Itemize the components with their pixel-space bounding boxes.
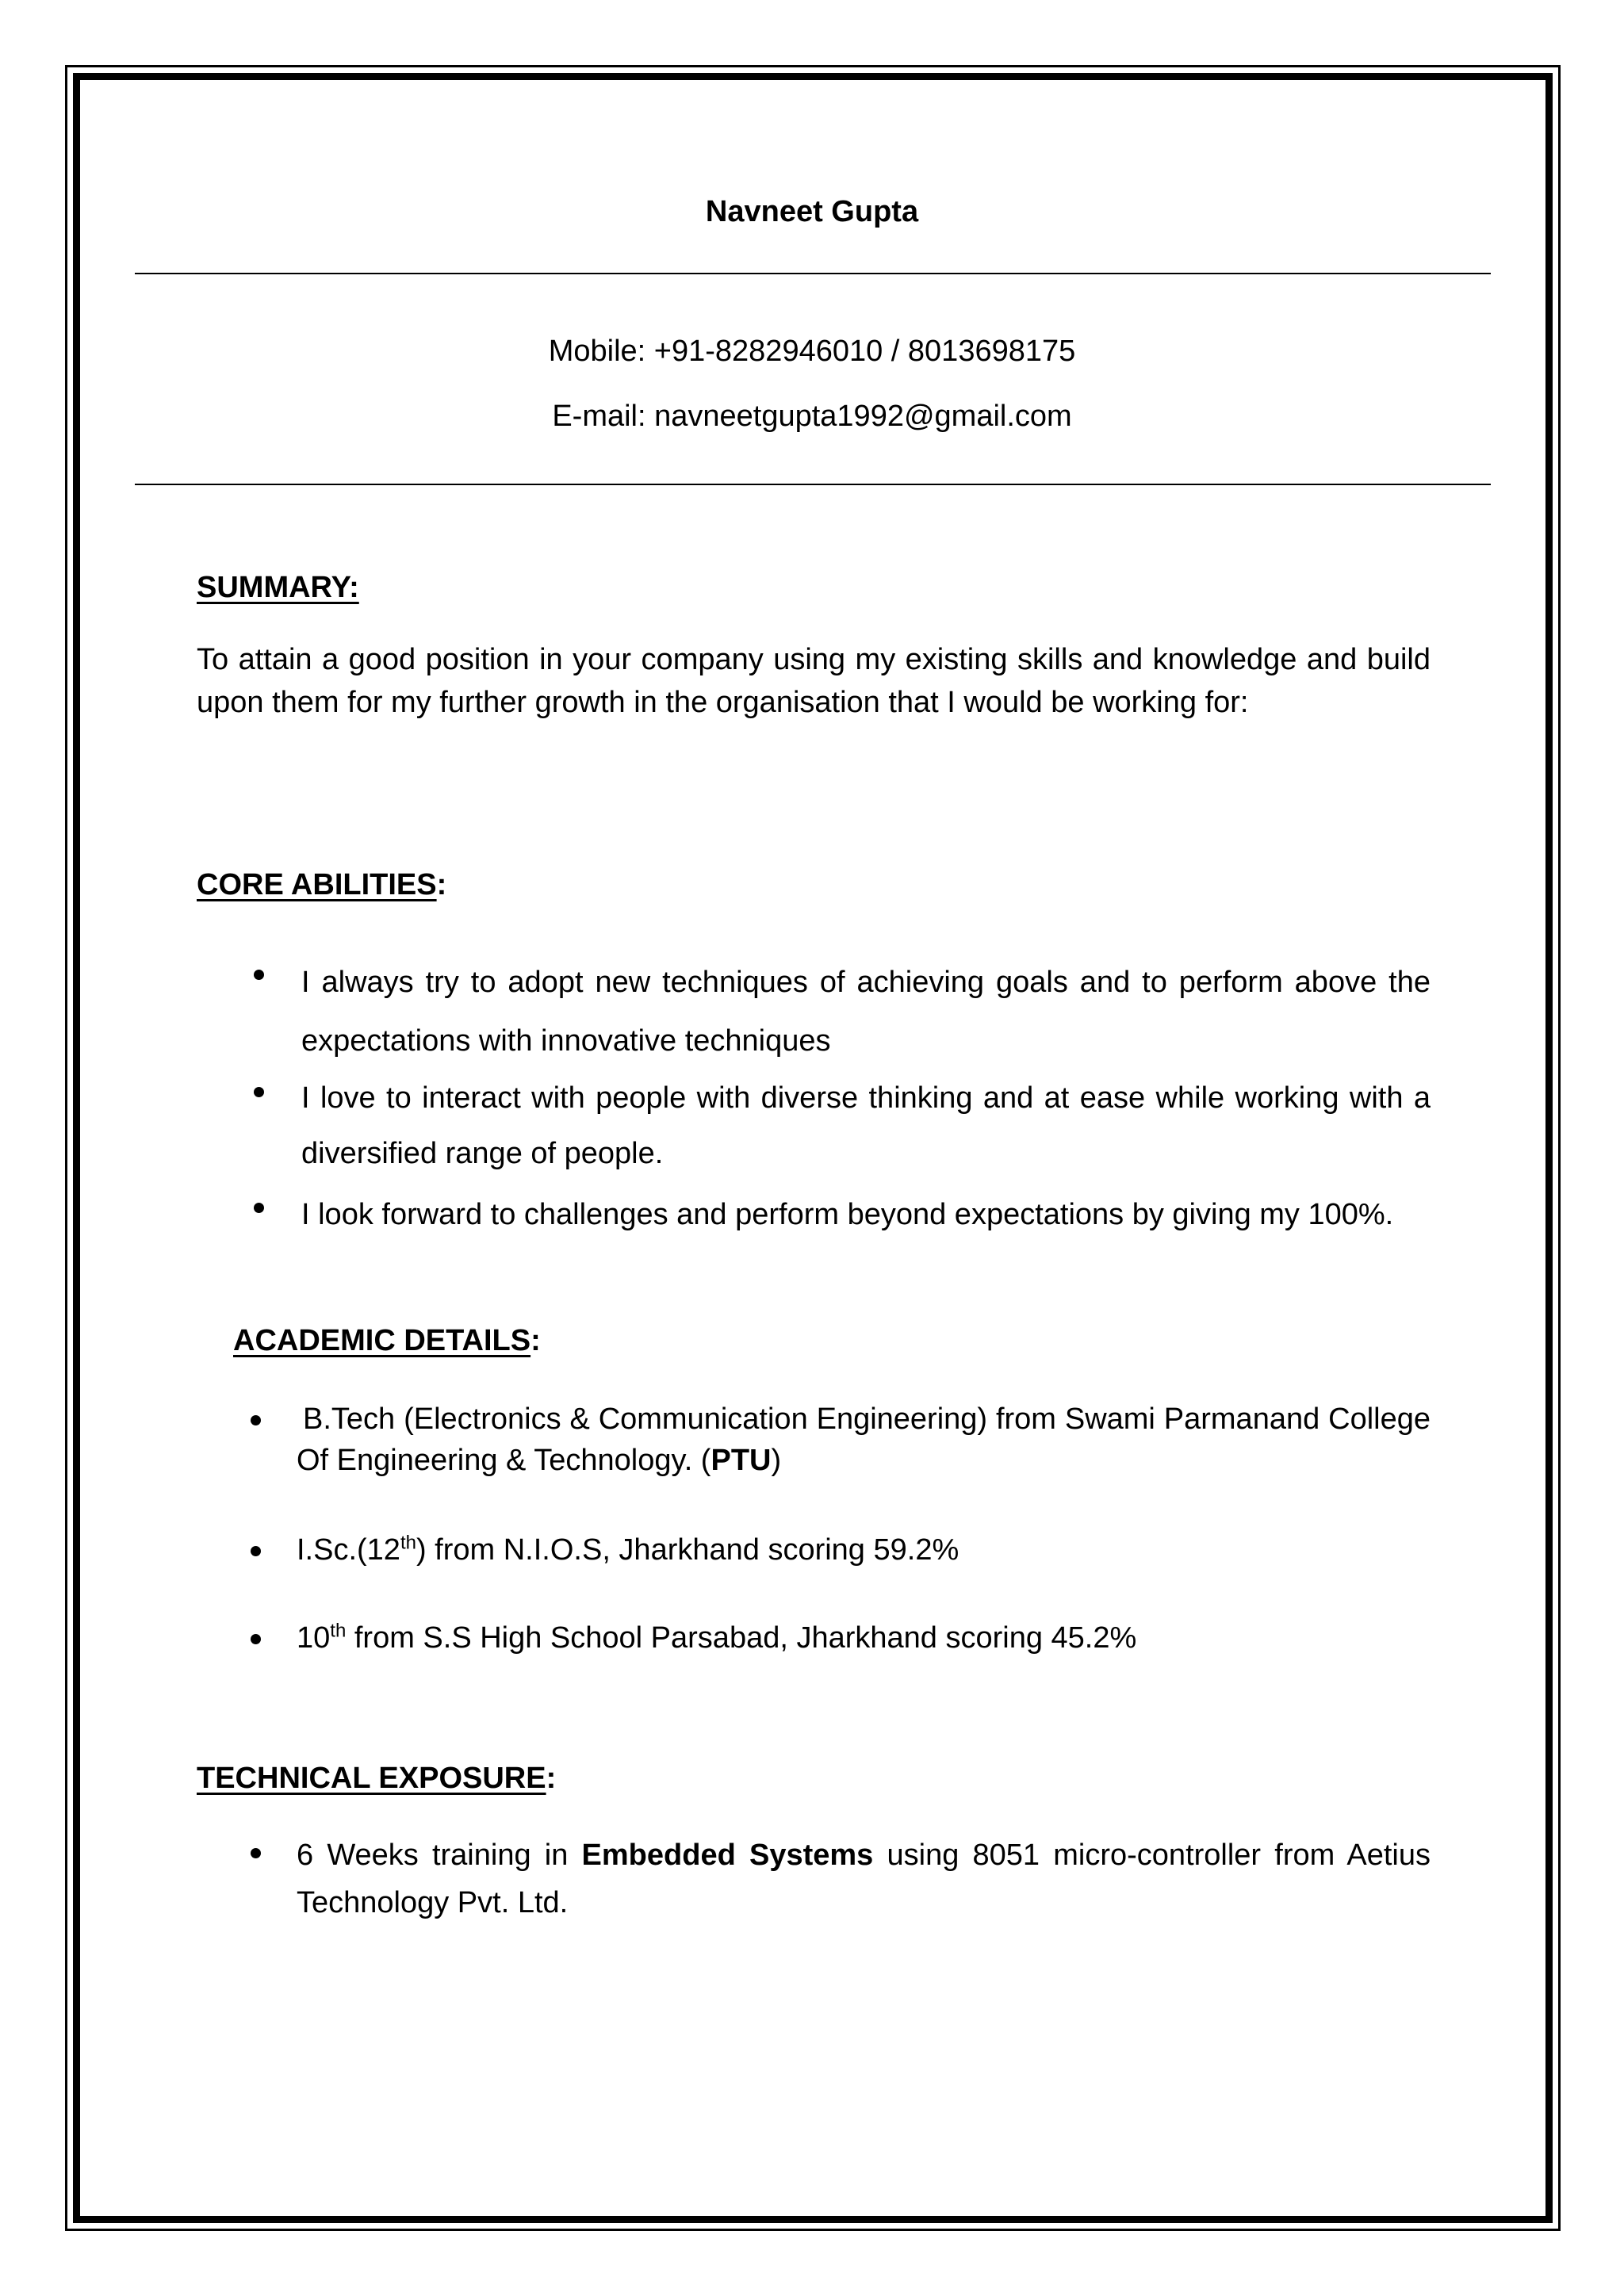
core-ability-item: I love to interact with people with diverse thinking and at ease while working with a diversified range of people. bbox=[301, 1081, 1431, 1170]
core-abilities-heading-text: CORE ABILITIES bbox=[197, 868, 437, 901]
core-abilities-heading bbox=[197, 868, 446, 902]
email-address: E-mail: navneetgupta1992@gmail.com bbox=[552, 400, 1072, 433]
bullet-icon bbox=[251, 1546, 261, 1556]
academic-tenth bbox=[297, 1617, 1431, 1659]
summary-heading-text: SUMMARY: bbox=[197, 571, 359, 604]
core-abilities-heading-colon: : bbox=[436, 868, 447, 901]
btech-close: ) bbox=[771, 1444, 782, 1477]
header-divider-bottom bbox=[135, 484, 1491, 485]
isc-prefix: I.Sc.(12 bbox=[297, 1533, 400, 1567]
btech-text: B.Tech (Electronics & Communication Engineering) from Swami Parmanand College Of Engineering & Technology. ( bbox=[297, 1402, 1431, 1477]
candidate-name: Navneet Gupta bbox=[705, 195, 919, 228]
tenth-sup: th bbox=[330, 1620, 347, 1642]
isc-suffix: ) from N.I.O.S, Jharkhand scoring 59.2% bbox=[416, 1533, 959, 1567]
summary-text: To attain a good position in your company using my existing skills and knowledge and build upon them for my further growth in the organisation that I would be working for: bbox=[197, 643, 1431, 719]
technical-bold: Embedded Systems bbox=[581, 1839, 874, 1872]
technical-heading-colon: : bbox=[546, 1762, 557, 1795]
technical-heading-text: TECHNICAL EXPOSURE bbox=[197, 1762, 546, 1795]
isc-sup: th bbox=[400, 1532, 416, 1554]
bullet-icon bbox=[254, 970, 264, 980]
core-ability-item: I always try to adopt new techniques of achieving goals and to perform above the expectations with innovative techniques bbox=[301, 966, 1431, 1058]
header-divider-top bbox=[135, 273, 1491, 274]
bullet-icon bbox=[251, 1634, 261, 1644]
core-ability-item: I look forward to challenges and perform beyond expectations by giving my 100%. bbox=[301, 1198, 1394, 1231]
bullet-icon bbox=[254, 1087, 264, 1097]
academic-heading-colon: : bbox=[530, 1324, 541, 1357]
technical-item bbox=[297, 1831, 1431, 1927]
bullet-icon bbox=[251, 1848, 261, 1858]
tenth-suffix: from S.S High School Parsabad, Jharkhand scoring 45.2% bbox=[346, 1621, 1137, 1655]
bullet-icon bbox=[251, 1415, 261, 1425]
btech-university: PTU bbox=[710, 1444, 772, 1477]
academic-btech bbox=[297, 1399, 1431, 1481]
tenth-prefix: 10 bbox=[297, 1621, 331, 1655]
academic-heading-text: ACADEMIC DETAILS bbox=[233, 1324, 531, 1357]
academic-isc bbox=[297, 1529, 1431, 1571]
mobile-number: Mobile: +91-8282946010 / 8013698175 bbox=[548, 335, 1076, 368]
technical-prefix: 6 Weeks training in bbox=[297, 1839, 582, 1872]
summary-heading bbox=[197, 571, 359, 605]
technical-heading bbox=[197, 1762, 556, 1796]
technical-suffix: using 8051 micro-controller from Aetius Technology Pvt. Ltd. bbox=[297, 1839, 1431, 1919]
academic-heading bbox=[233, 1324, 541, 1358]
bullet-icon bbox=[254, 1203, 264, 1213]
